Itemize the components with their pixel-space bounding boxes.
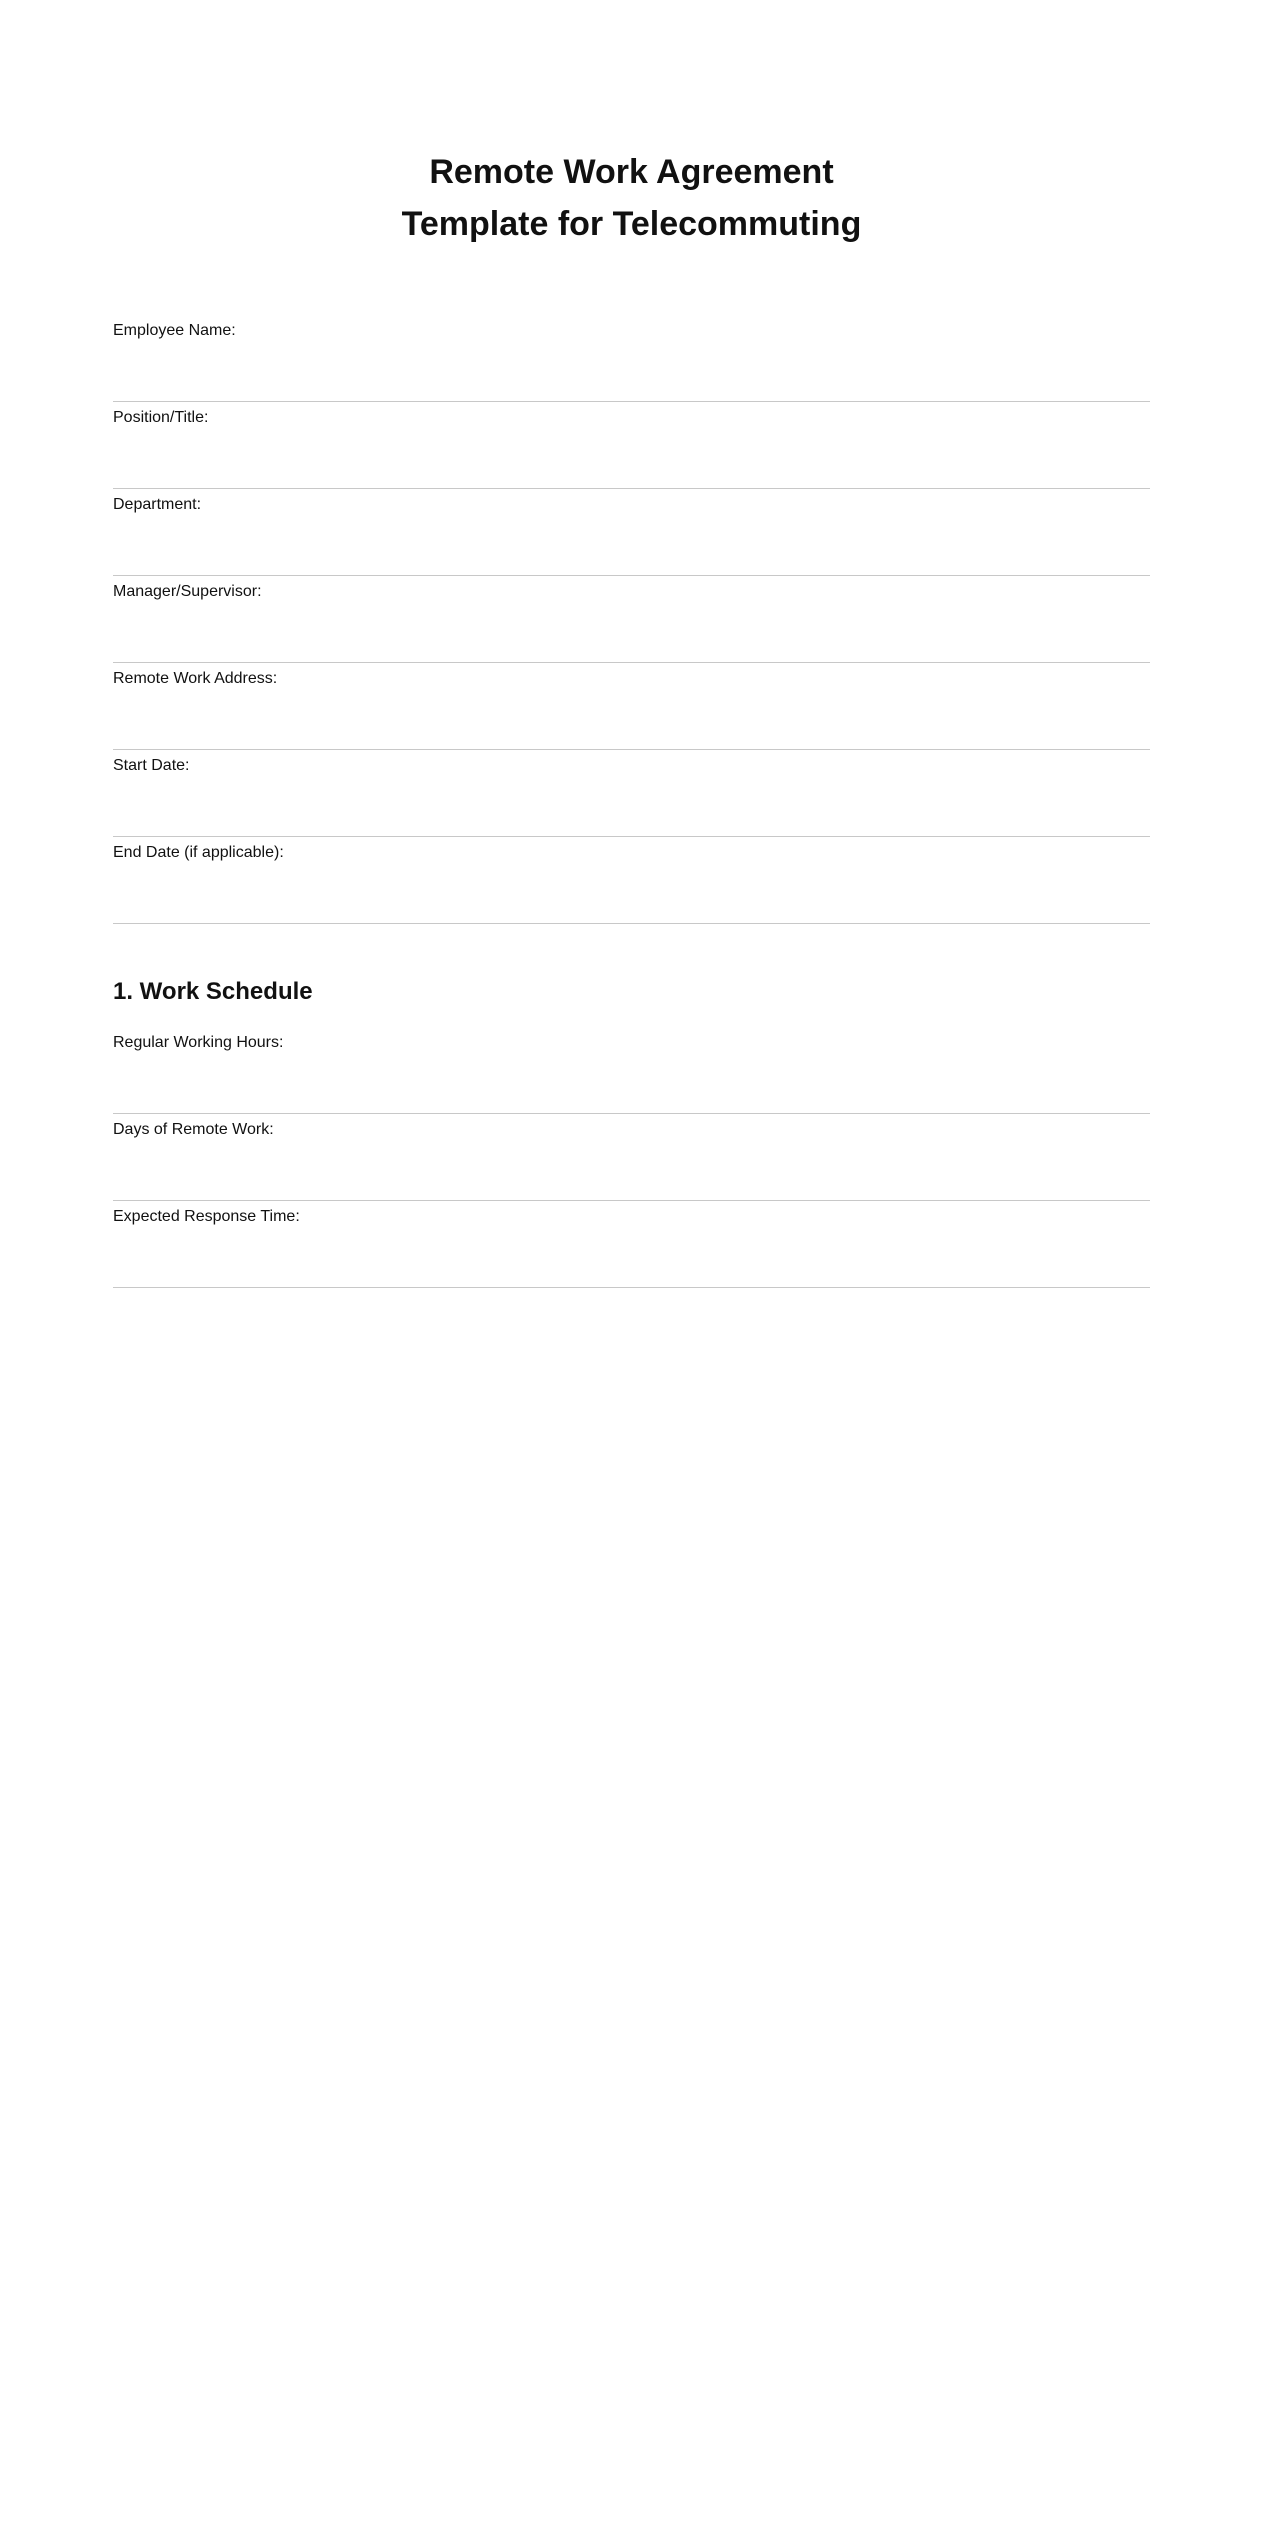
remote-work-address-label: Remote Work Address: (113, 670, 278, 687)
expected-response-time-label: Expected Response Time: (113, 1208, 300, 1225)
department-field (113, 489, 1150, 576)
start-date-label: Start Date: (113, 757, 190, 774)
document-title-line-1: Remote Work Agreement (429, 153, 834, 191)
start-date-input[interactable] (113, 806, 1150, 834)
department-label: Department: (113, 496, 202, 513)
regular-working-hours-input[interactable] (113, 1083, 1150, 1111)
days-of-remote-work-label: Days of Remote Work: (113, 1121, 274, 1138)
expected-response-time-input[interactable] (113, 1257, 1150, 1285)
position-title-input[interactable] (113, 458, 1150, 486)
position-title-field (113, 402, 1150, 489)
expected-response-time-field (113, 1201, 1150, 1288)
department-input[interactable] (113, 545, 1150, 573)
remote-work-address-field (113, 663, 1150, 750)
position-title-label: Position/Title: (113, 409, 209, 426)
work-schedule-section (113, 1027, 1150, 1288)
manager-supervisor-input[interactable] (113, 632, 1150, 660)
end-date-input[interactable] (113, 893, 1150, 921)
employee-info-section (113, 315, 1150, 924)
document-title-line-2: Template for Telecommuting (401, 205, 862, 243)
days-of-remote-work-input[interactable] (113, 1170, 1150, 1198)
days-of-remote-work-field (113, 1114, 1150, 1201)
agreement-document (113, 0, 1150, 1288)
employee-name-input[interactable] (113, 371, 1150, 399)
regular-working-hours-label: Regular Working Hours: (113, 1034, 284, 1051)
end-date-field (113, 837, 1150, 924)
start-date-field (113, 750, 1150, 837)
document-title (113, 0, 1150, 250)
manager-supervisor-label: Manager/Supervisor: (113, 583, 262, 600)
manager-supervisor-field (113, 576, 1150, 663)
regular-working-hours-field (113, 1027, 1150, 1114)
employee-name-label: Employee Name: (113, 322, 236, 339)
remote-work-address-input[interactable] (113, 719, 1150, 747)
end-date-label: End Date (if applicable): (113, 844, 284, 861)
employee-name-field (113, 315, 1150, 402)
work-schedule-heading: 1. Work Schedule (113, 978, 313, 1005)
